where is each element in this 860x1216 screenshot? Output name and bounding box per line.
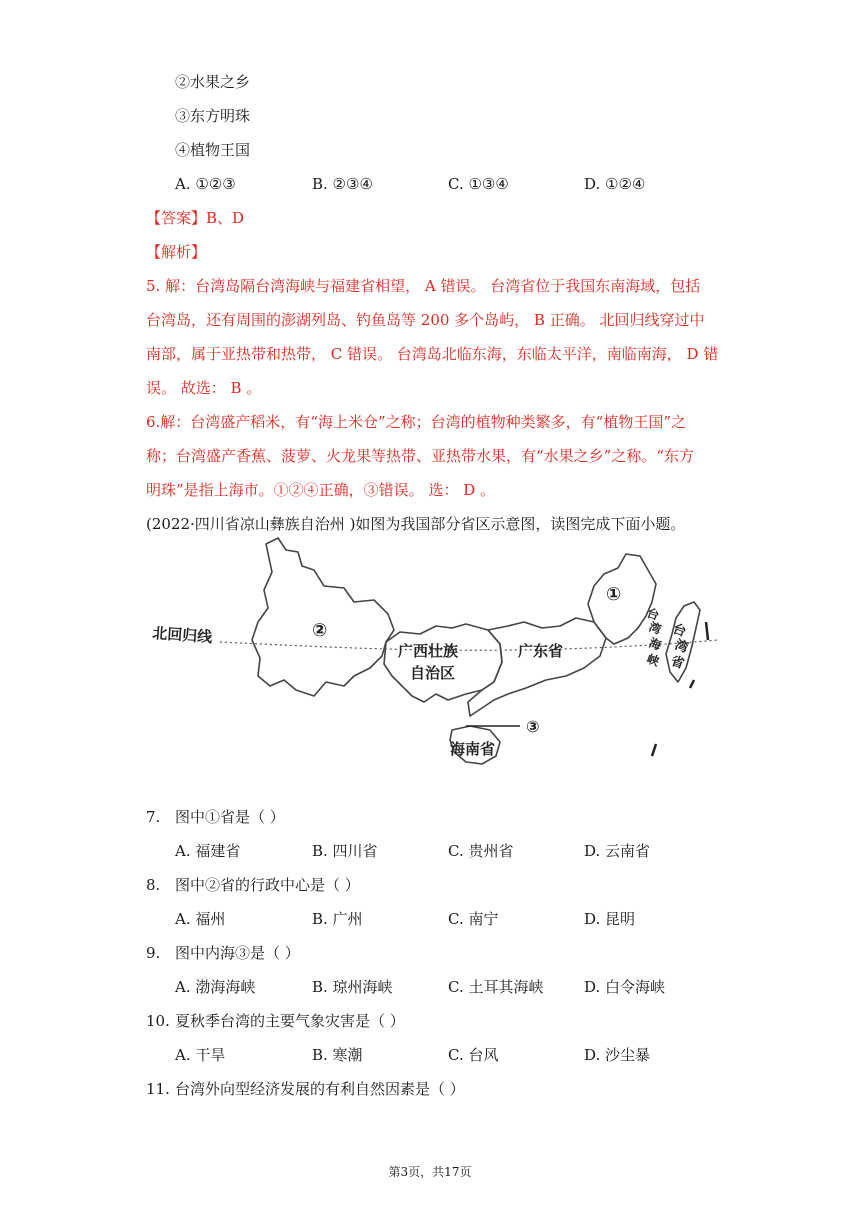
question-number: 8. (146, 876, 161, 894)
analysis-line: 5. 解：台湾岛隔台湾海峡与福建省相望， A 错误。 台湾省位于我国东南海域，包括 (146, 277, 701, 295)
question-number: 7. (146, 808, 161, 826)
option-d: D. ①②④ (584, 175, 646, 193)
answer-line: 【答案】B、D (146, 209, 245, 227)
taiwan-label: 台 (670, 621, 688, 641)
question-number: 10. (146, 1012, 170, 1030)
province-map (148, 530, 718, 780)
analysis-heading: 【解析】 (146, 243, 207, 261)
option-d: D. 白令海峡 (584, 978, 666, 996)
guangxi-outline (384, 624, 502, 702)
analysis-line: 台湾岛，还有周围的澎湖列岛、钓鱼岛等 200 多个岛屿， B 正确。 北回归线穿过中 (146, 311, 705, 329)
option-c: C. 土耳其海峡 (448, 978, 544, 996)
taiwan-label: 省 (668, 653, 686, 673)
question-intro: (2022·四川省凉山彝族自治州 )如图为我国部分省区示意图，读图完成下面小题。 (146, 515, 686, 533)
option-a: A. 福州 (175, 910, 226, 928)
list-item: ③东方明珠 (175, 107, 251, 125)
island-mark (706, 622, 708, 640)
guangdong-label: 广东省 (518, 642, 564, 660)
option-b: B. 广州 (312, 910, 363, 928)
option-a: A. 干旱 (175, 1046, 226, 1064)
island-mark (652, 744, 656, 756)
option-b: B. 四川省 (312, 842, 378, 860)
option-a: A. ①②③ (175, 175, 236, 193)
strait-label: 台 (644, 605, 662, 623)
option-c: C. 台风 (448, 1046, 499, 1064)
option-d: D. 昆明 (584, 910, 636, 928)
page-footer: 第3页，共17页 (388, 1165, 472, 1179)
strait-label: 峡 (644, 651, 662, 669)
question-text: 图中②省的行政中心是（ ） (175, 876, 360, 894)
option-d: D. 沙尘暴 (584, 1046, 651, 1064)
analysis-line: 明珠”是指上海市。①②④正确，③错误。 选： D 。 (146, 481, 496, 499)
option-b: B. ②③④ (312, 175, 373, 193)
tropic-label: 北回归线 (151, 624, 213, 647)
option-c: C. 南宁 (448, 910, 499, 928)
question-text: 台湾外向型经济发展的有利自然因素是（ ） (175, 1080, 465, 1098)
analysis-line: 称；台湾盛产香蕉、菠萝、火龙果等热带、亚热带水果，有“水果之乡”之称。“东方 (146, 447, 695, 465)
strait-label: 海 (646, 635, 664, 653)
fujian-outline (588, 554, 656, 644)
option-c: C. 贵州省 (448, 842, 514, 860)
analysis-line: 南部，属于亚热带和热带， C 错误。 台湾岛北临东海，东临太平洋，南临南海， D 错 (146, 345, 719, 363)
list-item: ④植物王国 (175, 141, 251, 159)
option-c: C. ①③④ (448, 175, 509, 193)
list-item: ②水果之乡 (175, 73, 251, 91)
question-number: 11. (146, 1080, 170, 1098)
province-label-2: ② (312, 620, 328, 641)
analysis-line: 误。 故选： B 。 (146, 379, 262, 397)
strait-label: 湾 (646, 619, 664, 637)
guangxi-label: 广西壮族 (398, 642, 459, 660)
option-a: A. 福建省 (175, 842, 241, 860)
option-b: B. 寒潮 (312, 1046, 363, 1064)
taiwan-label: 湾 (672, 637, 690, 657)
sea-label-3: ③ (526, 717, 540, 736)
question-number: 9. (146, 944, 161, 962)
province-label-1: ① (606, 584, 622, 605)
yunnan-outline (252, 538, 394, 696)
island-mark (690, 680, 694, 688)
analysis-line: 6.解：台湾盛产稻米，有“海上米仓”之称；台湾的植物种类繁多，有“植物王国”之 (146, 413, 686, 431)
option-b: B. 琼州海峡 (312, 978, 393, 996)
option-a: A. 渤海海峡 (175, 978, 256, 996)
guangxi-label: 自治区 (410, 664, 456, 682)
question-text: 图中①省是（ ） (175, 808, 285, 826)
option-d: D. 云南省 (584, 842, 651, 860)
question-text: 夏秋季台湾的主要气象灾害是（ ） (175, 1012, 405, 1030)
question-text: 图中内海③是（ ） (175, 944, 300, 962)
tropic-of-cancer-line (220, 640, 718, 650)
hainan-label: 海南省 (450, 740, 496, 758)
guangdong-outline (468, 618, 606, 716)
